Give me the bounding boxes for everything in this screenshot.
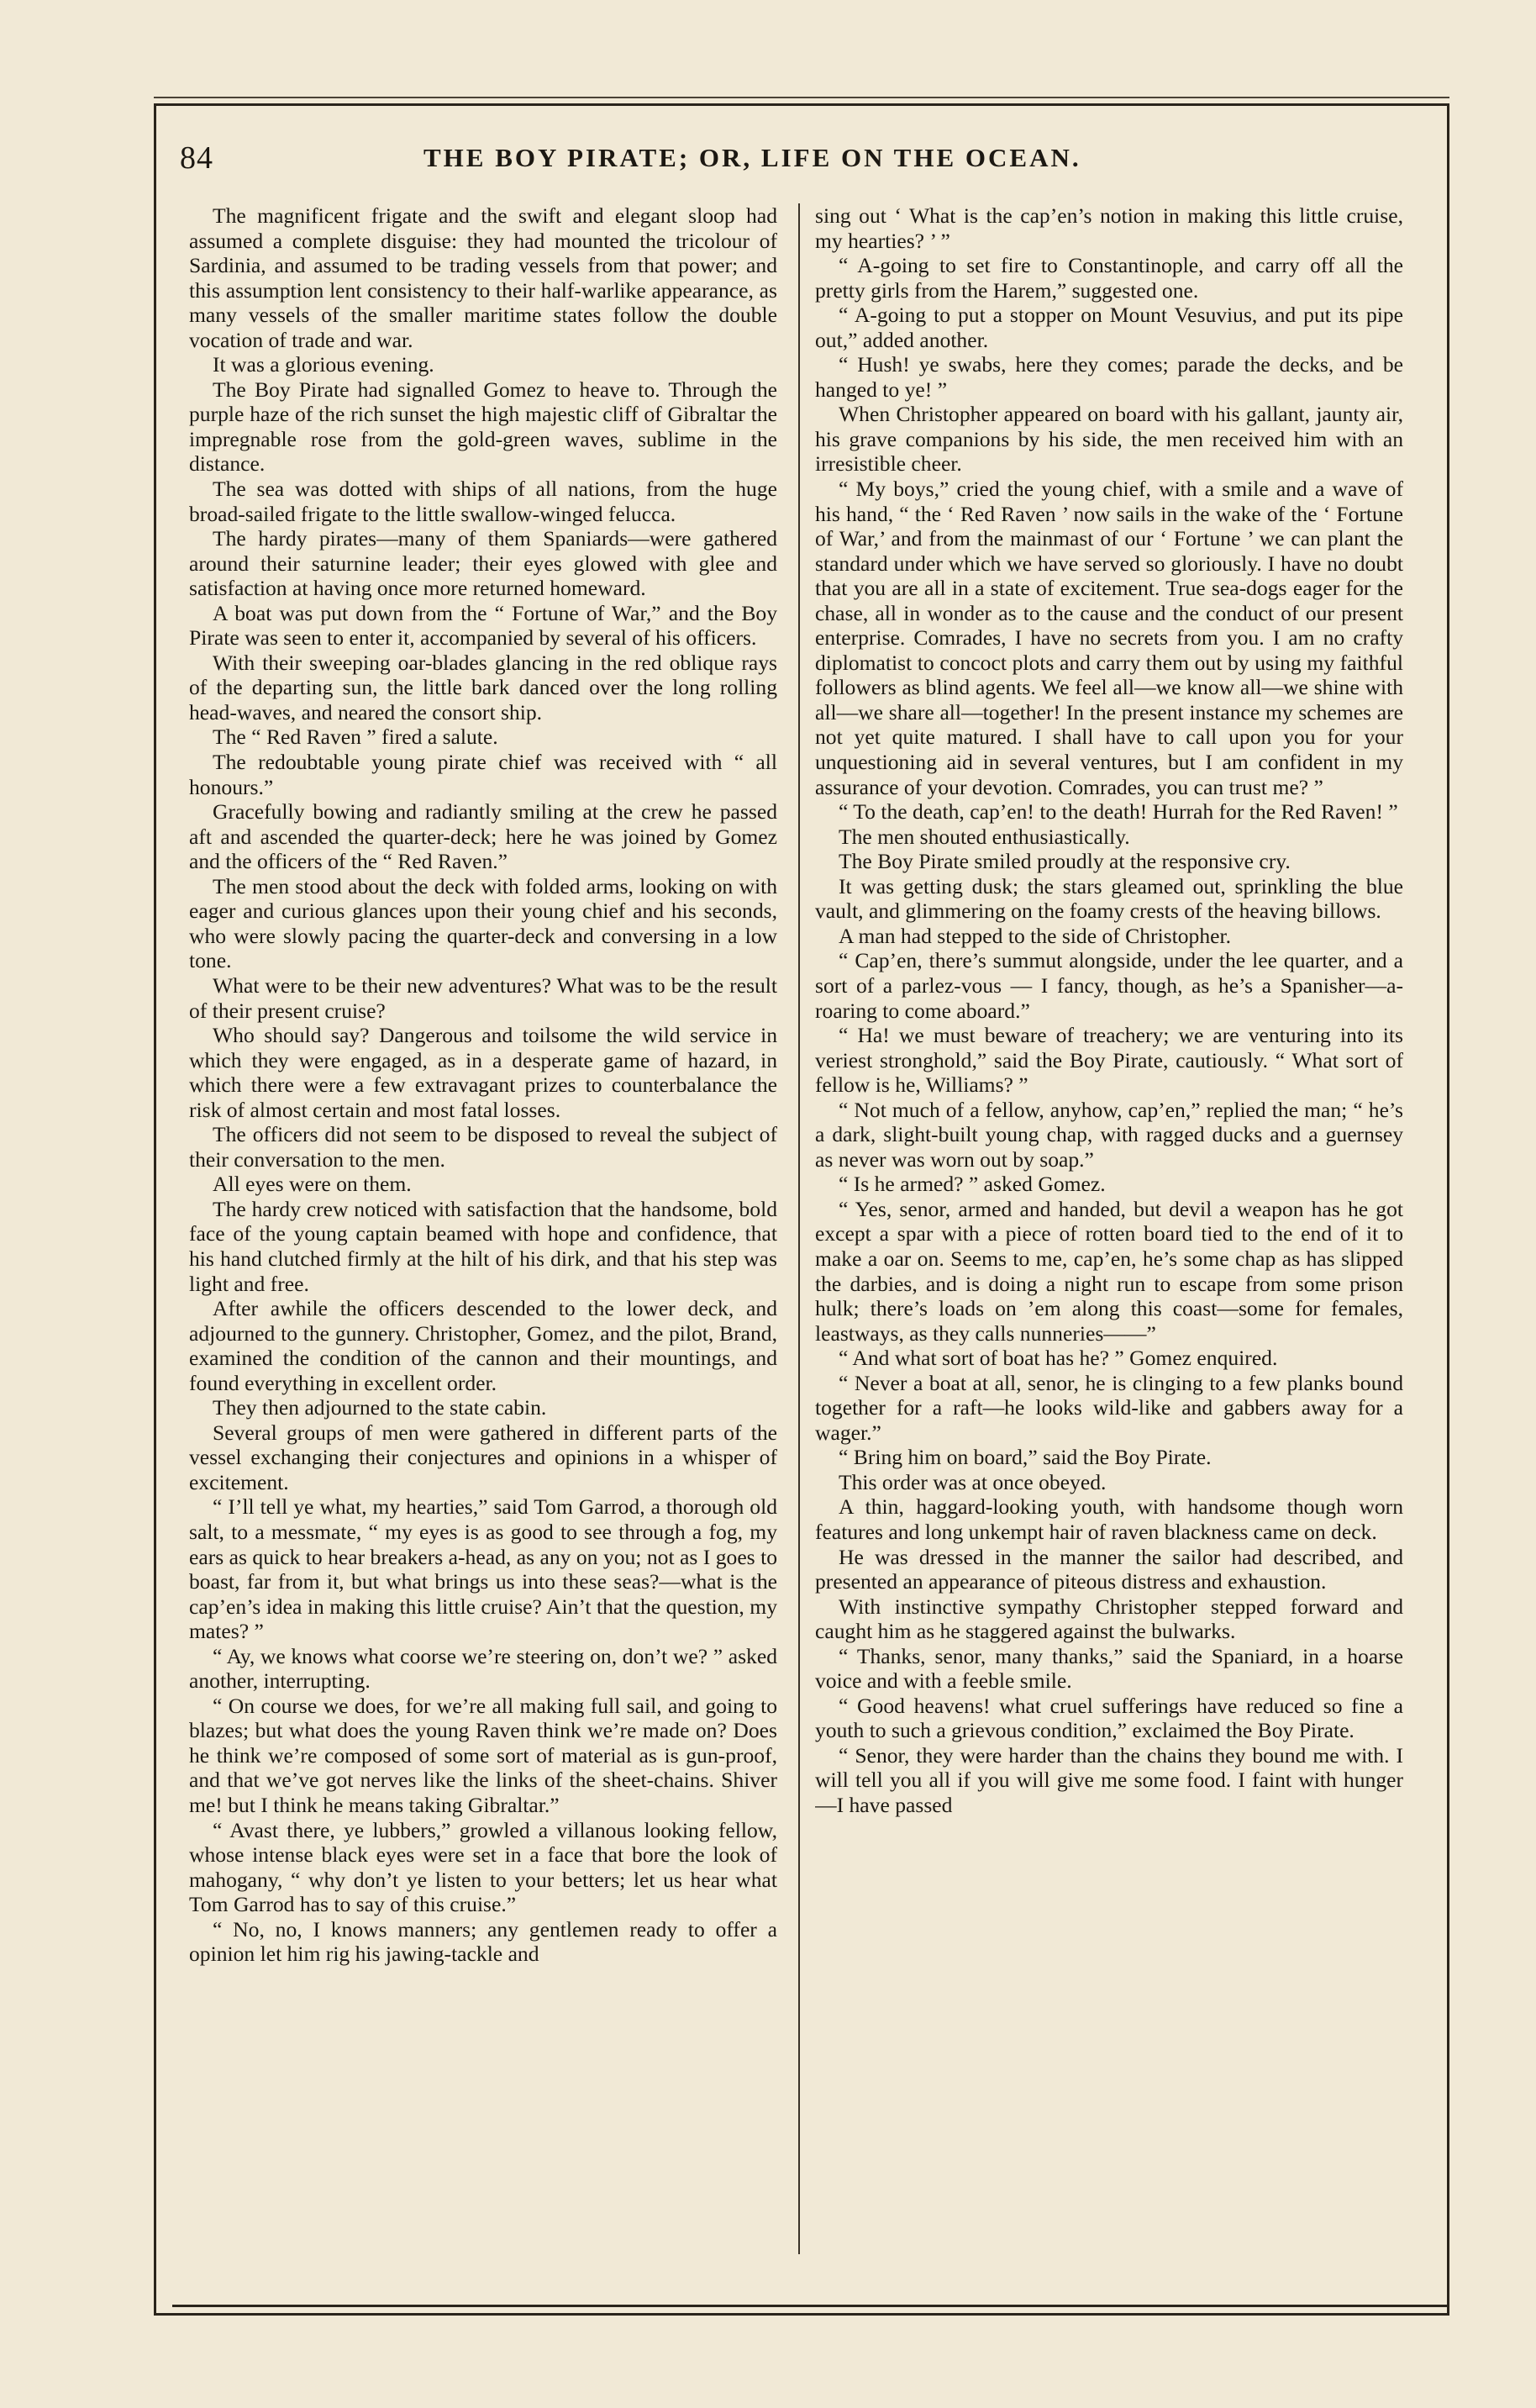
paragraph: It was getting dusk; the stars gleamed out, sprinkling the blue vault, and glimmering on the foamy crests of the heaving billows.	[815, 873, 1403, 924]
paragraph: The redoubtable young pirate chief was received with “ all honours.”	[189, 750, 777, 799]
paragraph: “ Thanks, senor, many thanks,” said the Spaniard, in a hoarse voice and with a feeble smile.	[815, 1643, 1403, 1694]
paragraph: “ A-going to put a stopper on Mount Vesuvius, and put its pipe out,” added another.	[815, 303, 1403, 352]
paragraph: With instinctive sympathy Christopher stepped forward and caught him as he staggered against the bulwarks.	[815, 1594, 1403, 1644]
paragraph: “ On course we does, for we’re all making full sail, and going to blazes; but what does the young Raven think we’re made on? Does he think we’re composed of some sort of material as is gun-proof, and that we’ve got nerves like the links of the sheet-chains. Shiver me! but I think he means taking Gibraltar.”	[189, 1693, 777, 1817]
paragraph: Who should say? Dangerous and toilsome the wild service in which they were engaged, as in a desperate game of hazard, in which there were a few extravagant prizes to counterbalance the risk of almost certain and most fatal losses.	[189, 1023, 777, 1122]
paragraph: “ Senor, they were harder than the chains they bound me with. I will tell you all if you will give me some food. I faint with hunger—I have passed	[815, 1742, 1403, 1817]
paragraph: All eyes were on them.	[213, 1172, 412, 1197]
paragraph: Gracefully bowing and radiantly smiling at the crew he passed aft and ascended the quarter-deck; here he was joined by Gomez and the officers of the “ Red Raven.”	[189, 799, 777, 874]
paragraph: “ Not much of a fellow, anyhow, cap’en,” replied the man; “ he’s a dark, slight-built young chap, with ragged ducks and a guernsey as never was worn out by soap.”	[815, 1097, 1403, 1172]
paragraph: The men stood about the deck with folded arms, looking on with eager and curious glances upon their young chief and his seconds, who were slowly pacing the quarter-deck and conversing in a low tone.	[189, 873, 777, 973]
running-title: THE BOY PIRATE; OR, LIFE ON THE OCEAN.	[423, 143, 1081, 172]
left-column	[189, 203, 777, 2250]
paragraph: What were to be their new adventures? What was to be the result of their present cruise?	[189, 972, 777, 1023]
paragraph: The hardy crew noticed with satisfaction that the handsome, bold face of the young captain beamed with hope and confidence, that his hand clutched firmly at the hilt of his dirk, and that his step was light and free.	[189, 1196, 777, 1296]
paragraph: The “ Red Raven ” fired a salute.	[213, 725, 498, 750]
paragraph: The hardy pirates—many of them Spaniards—were gathered around their saturnine leader; their eyes glowed with glee and satisfaction at having once more returned homeward.	[189, 526, 777, 601]
paragraph: It was a glorious evening.	[213, 352, 434, 377]
paragraph: “ Yes, senor, armed and handed, but devil a weapon has he got except a spar with a piece of rotten board tied to the end of it to make a oar on. Seems to me, cap’en, he’s some chap as has slipped the darbies, and is doing a night run to escape from some prison hulk; there’s loads on ’em along this coast—some for females, leastways, as they calls nunneries——”	[815, 1196, 1403, 1346]
paragraph: “ A-going to set fire to Constantinople, and carry off all the pretty girls from the Harem,” suggested one.	[815, 253, 1403, 303]
paragraph: “ Cap’en, there’s summut alongside, under the lee quarter, and a sort of a parlez-vous — I fancy, though, as he’s a Spanisher—a-roaring to come aboard.”	[815, 948, 1403, 1023]
paragraph: The men shouted enthusiastically.	[839, 824, 1130, 849]
paragraph: “ No, no, I knows manners; any gentlemen ready to offer a opinion let him rig his jawing-tackle and	[189, 1916, 777, 1967]
right-column	[815, 203, 1403, 2250]
paragraph: “ Good heavens! what cruel sufferings have reduced so fine a youth to such a grievous condition,” exclaimed the Boy Pirate.	[815, 1693, 1403, 1743]
paragraph: “ And what sort of boat has he? ” Gomez enquired.	[839, 1346, 1278, 1371]
paragraph: “ Hush! ye swabs, here they comes; parade the decks, and be hanged to ye! ”	[815, 352, 1403, 402]
paragraph: The officers did not seem to be disposed to reveal the subject of their conversation to the men.	[189, 1122, 777, 1172]
paragraph: “ Never a boat at all, senor, he is clinging to a few planks bound together for a raft—he looks wild-like and gabbers away for a wager.”	[815, 1370, 1403, 1445]
paragraph: After awhile the officers descended to the lower deck, and adjourned to the gunnery. Christopher, Gomez, and the pilot, Brand, examined the condition of the cannon and their mountings, and found everything in excellent order.	[189, 1296, 777, 1395]
paragraph: “ Avast there, ye lubbers,” growled a villanous looking fellow, whose intense black eyes were set in a face that bore the look of mahogany, “ why don’t ye listen to your betters; let us hear what Tom Garrod has to say of this cruise.”	[189, 1817, 777, 1917]
bottom-rule	[172, 2305, 1449, 2307]
paragraph: The Boy Pirate smiled proudly at the responsive cry.	[839, 849, 1291, 874]
paragraph: “ Ay, we knows what coorse we’re steering on, don’t we? ” asked another, interrupting.	[189, 1643, 777, 1694]
paragraph: This order was at once obeyed.	[839, 1469, 1107, 1494]
paragraph: With their sweeping oar-blades glancing in the red oblique rays of the departing sun, the little bark danced over the long rolling head-waves, and neared the consort ship.	[189, 650, 777, 725]
paragraph: “ I’ll tell ye what, my hearties,” said Tom Garrod, a thorough old salt, to a messmate, “ my eyes is as good to see through a fog, my ears as quick to hear breakers a-head, as any on you; not as I goes to boast, far from it, but what brings us into these seas?—what is the cap’en’s idea in making this little cruise? Ain’t that the question, my mates? ”	[189, 1494, 777, 1644]
paragraph: The magnificent frigate and the swift and elegant sloop had assumed a complete disguise: they had mounted the tricolour of Sardinia, and assumed to be trading vessels from that power; and this assumption lent consistency to their half-warlike appearance, as many vessels of the smaller maritime states follow the double vocation of trade and war.	[189, 203, 777, 352]
paragraph: Several groups of men were gathered in different parts of the vessel exchanging their conjectures and opinions in a whisper of excitement.	[189, 1420, 777, 1494]
page-header	[180, 140, 1425, 190]
paragraph: The sea was dotted with ships of all nations, from the huge broad-sailed frigate to the little swallow-winged felucca.	[189, 477, 777, 526]
paragraph: A man had stepped to the side of Christopher.	[839, 923, 1232, 948]
paragraph: sing out ‘ What is the cap’en’s notion in making this little cruise, my hearties? ’ ”	[815, 203, 1403, 253]
paragraph: “ Ha! we must beware of treachery; we are venturing into its veriest stronghold,” said the Boy Pirate, cautiously. “ What sort of fellow is he, Williams? ”	[815, 1023, 1403, 1098]
paragraph: A thin, haggard-looking youth, with handsome though worn features and long unkempt hair of raven blackness came on deck.	[815, 1494, 1403, 1544]
paragraph: “ Bring him on board,” said the Boy Pirate.	[839, 1445, 1212, 1470]
paragraph: When Christopher appeared on board with his gallant, jaunty air, his grave companions by his side, the men received him with an irresistible cheer.	[815, 402, 1403, 477]
paragraph: “ Is he armed? ” asked Gomez.	[839, 1172, 1106, 1197]
column-divider	[798, 203, 800, 2254]
paragraph: “ To the death, cap’en! to the death! Hurrah for the Red Raven! ”	[839, 799, 1398, 825]
page-number: 84	[180, 140, 213, 176]
paragraph: A boat was put down from the “ Fortune of War,” and the Boy Pirate was seen to enter it, accompanied by several of his officers.	[189, 600, 777, 651]
paragraph: The Boy Pirate had signalled Gomez to heave to. Through the purple haze of the rich sunset the high majestic cliff of Gibraltar the impregnable rose from the gold-green waves, sublime in the distance.	[189, 377, 777, 477]
paragraph: He was dressed in the manner the sailor had described, and presented an appearance of piteous distress and exhaustion.	[815, 1544, 1403, 1594]
paragraph: They then adjourned to the state cabin.	[213, 1395, 547, 1420]
paragraph: “ My boys,” cried the young chief, with a smile and a wave of his hand, “ the ‘ Red Raven ’ now sails in the wake of the ‘ Fortune of War,’ and from the mainmast of our ‘ Fortune ’ we can plant the standard under which we have served so gloriously. I have no doubt that you are all in a state of excitement. True sea-dogs eager for the chase, all in wonder as to the cause and the conduct of our present enterprise. Comrades, I have no secrets from you. I am no crafty diplomatist to concoct plots and carry them out by using my faithful followers as blind agents. We feel all—we know all—we shine with all—we share all—together! In the present instance my schemes are not yet quite matured. I shall have to call upon you for your unquestioning aid in several ventures, but I am confident in my assurance of your devotion. Comrades, you can trust me? ”	[815, 477, 1403, 799]
top-rule	[154, 97, 1449, 98]
